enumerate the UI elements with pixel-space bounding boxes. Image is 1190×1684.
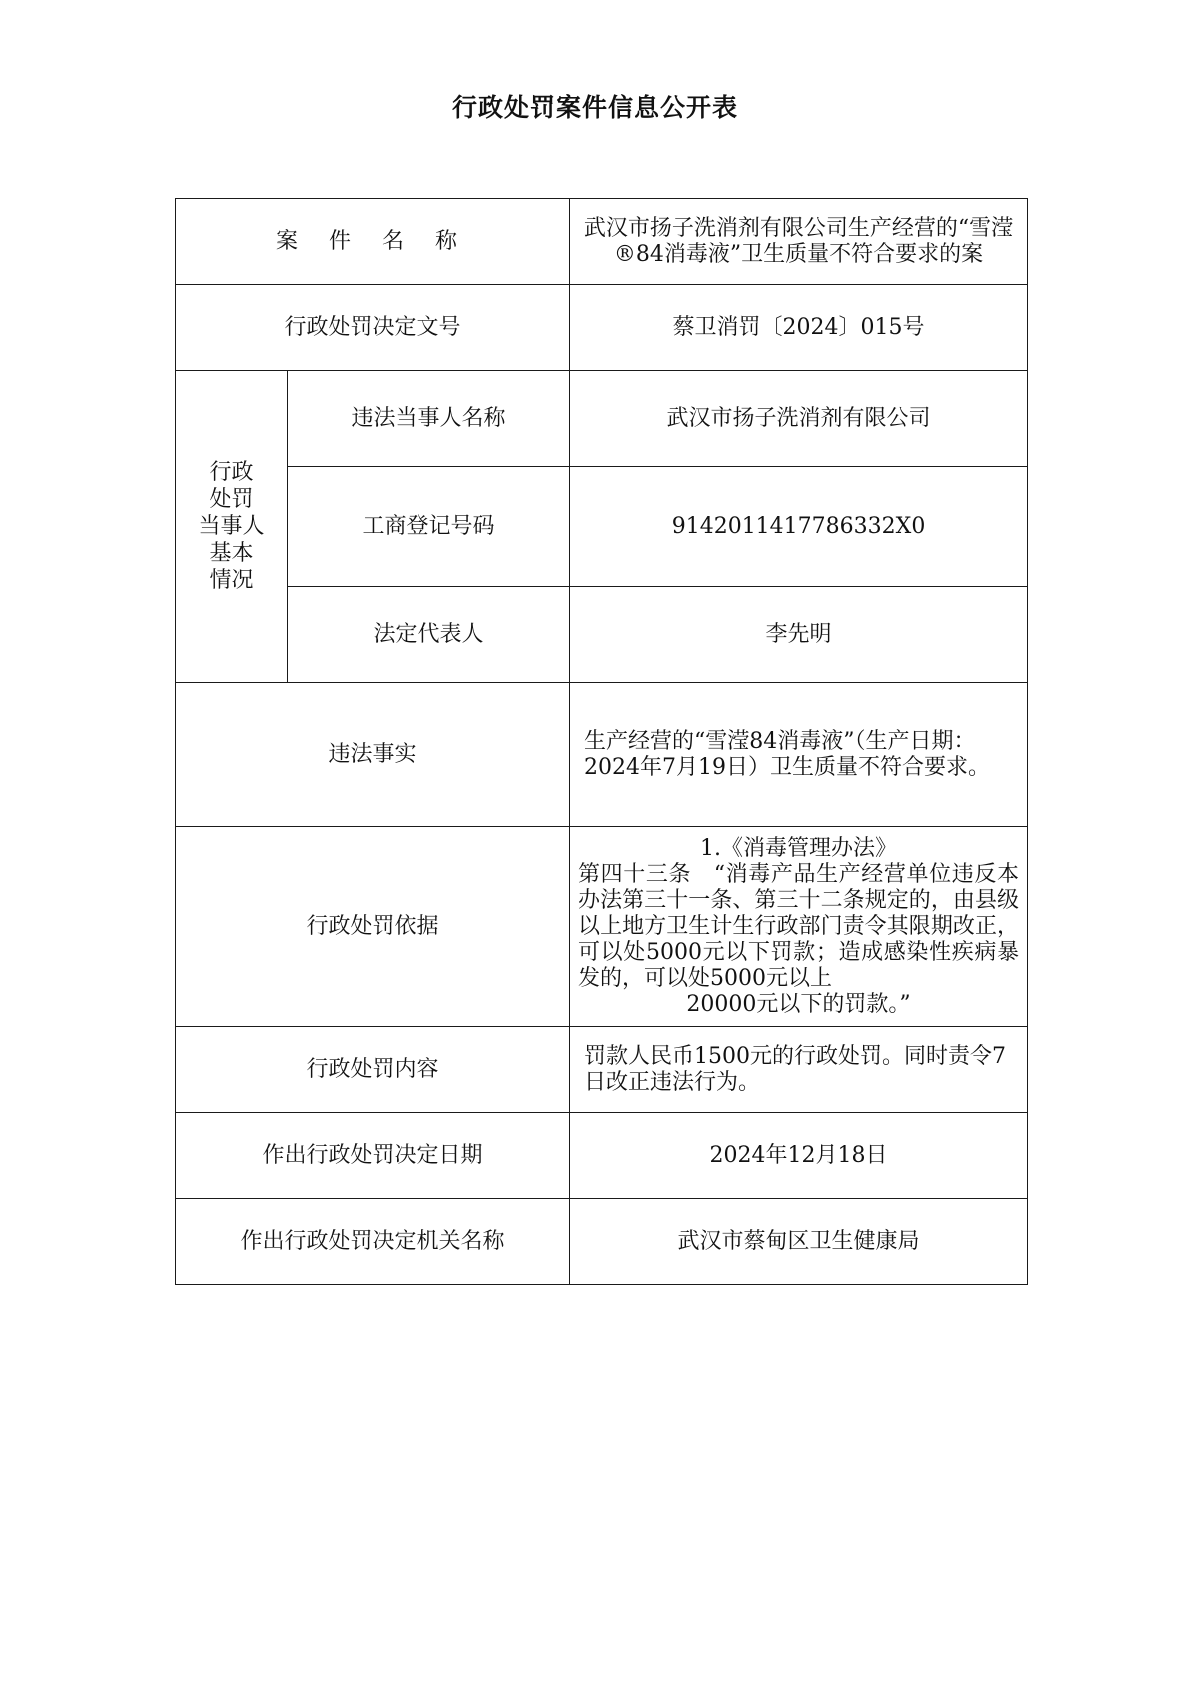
basis-article-text: 第四十三条 “消毒产品生产经营单位违反本办法第三十一条、第三十二条规定的，由县级以上地方卫生计生行政部门责令其限期改正，可以处5000元以下罚款；造成感染性疾病暴发的，可以处5000元以上 [578,861,1020,991]
row-basis [176,827,1028,1027]
row-registration [176,467,1028,587]
party-group-line: 基本 [209,541,254,566]
page-title: 行政处罚案件信息公开表 [451,93,738,122]
party-name-label: 违法当事人名称 [288,371,570,467]
party-group-label [176,371,288,683]
authority-label: 作出行政处罚决定机关名称 [176,1199,570,1285]
basis-law-title: 1.《消毒管理办法》 [700,835,898,861]
row-content [176,1027,1028,1113]
date-value: 2024年12月18日 [570,1113,1028,1199]
date-label: 作出行政处罚决定日期 [176,1113,570,1199]
row-authority [176,1199,1028,1285]
decision-no-label: 行政处罚决定文号 [176,285,570,371]
decision-no-value: 蔡卫消罚〔2024〕015号 [570,285,1028,371]
row-facts [176,683,1028,827]
party-group-line: 情况 [209,568,254,593]
row-date [176,1113,1028,1199]
row-decision-no [176,285,1028,371]
row-party-name [176,371,1028,467]
case-info-table [175,198,1028,1285]
row-case-name [176,199,1028,285]
basis-value [570,827,1028,1027]
legal-rep-label: 法定代表人 [288,587,570,683]
registration-label: 工商登记号码 [288,467,570,587]
row-legal-rep [176,587,1028,683]
content-label: 行政处罚内容 [176,1027,570,1113]
basis-label: 行政处罚依据 [176,827,570,1027]
legal-rep-value: 李先明 [570,587,1028,683]
party-group-line: 处罚 [209,487,254,512]
case-name-label: 案 件 名 称 [176,199,570,285]
content-value: 罚款人民币1500元的行政处罚。同时责令7日改正违法行为。 [570,1027,1028,1113]
case-name-value: 武汉市扬子洗消剂有限公司生产经营的“雪滢®84消毒液”卫生质量不符合要求的案 [570,199,1028,285]
party-group-line: 当事人 [198,514,265,539]
party-group-line: 行政 [209,460,254,485]
basis-article-end: 20000元以下的罚款。” [686,991,911,1017]
facts-label: 违法事实 [176,683,570,827]
party-name-value: 武汉市扬子洗消剂有限公司 [570,371,1028,467]
facts-value: 生产经营的“雪滢84消毒液”（生产日期：2024年7月19日）卫生质量不符合要求。 [570,683,1028,827]
registration-value: 9142011417786332X0 [570,467,1028,587]
authority-value: 武汉市蔡甸区卫生健康局 [570,1199,1028,1285]
